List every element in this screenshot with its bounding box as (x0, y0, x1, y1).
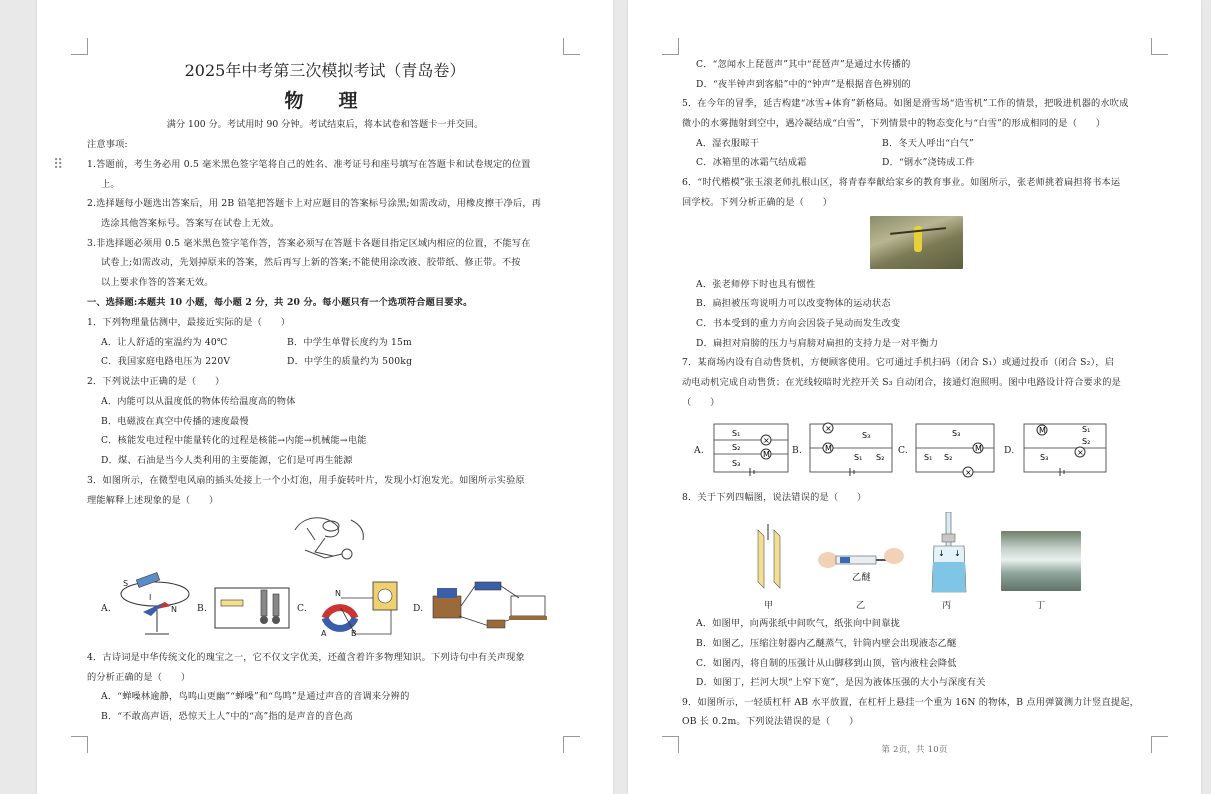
section-heading: 一、选择题:本题共 10 小题，每小题 2 分，共 20 分。每小题只有一个选项符合题目要求。 (87, 297, 473, 308)
figure-label: 丁 (1036, 600, 1046, 611)
bottle-barometer-figure (928, 512, 970, 594)
question-3-stem: 理能解释上述现象的是（ ） (87, 495, 219, 506)
option-label-c: C. (898, 445, 909, 456)
question-4-stem: 4．古诗词是中华传统文化的瑰宝之一，它不仅文字优美，还蕴含着许多物理知识。下列诗句中有关声现象 (87, 652, 525, 663)
document-page-1 (37, 0, 613, 794)
switch-label: S₁ (1082, 425, 1091, 434)
option-a: A．湿衣服晾干 (696, 138, 760, 149)
question-6-stem: 回学校。下列分析正确的是（ ） (682, 197, 833, 208)
option-d: D．扁担对肩膀的压力与肩膀对扁担的支持力是一对平衡力 (696, 338, 939, 349)
option-label-d: D. (1004, 445, 1015, 456)
switch-label: S₁ (854, 453, 863, 462)
svg-text:×: × (1077, 448, 1084, 457)
switch-label: S₂ (876, 453, 885, 462)
teacher-photo (870, 216, 963, 269)
exam-info: 满分 100 分。考试用时 90 分钟。考试结束后，将本试卷和答题卡一并交回。 (166, 119, 484, 130)
circuit-b (806, 420, 896, 480)
option-d: D．煤、石油是当今人类利用的主要能源，它们是可再生能源 (101, 455, 353, 466)
option-b: B．电磁波在真空中传播的速度最慢 (101, 416, 249, 427)
switch-label: S₃ (862, 431, 871, 440)
crop-mark (71, 736, 88, 753)
svg-text:↓: ↓ (954, 549, 961, 558)
option-b: B．“不敢高声语，恐惊天上人”中的“高”指的是声音的音色高 (101, 711, 353, 722)
option-label-b: B. (197, 603, 208, 614)
ether-label: 乙醚 (852, 572, 871, 583)
option-d: D．“夜半钟声到客船”中的“钟声”是根据音色辨别的 (696, 79, 911, 90)
point-label: B (351, 629, 357, 638)
notice-line: 选涂其他答案标号。答案写在试卷上无效。 (101, 218, 280, 229)
option-c: C．核能发电过程中能量转化的过程是核能→内能→机械能→电能 (101, 435, 367, 446)
figure-label: 丙 (942, 600, 952, 611)
page-footer: 第 2页，共 10页 (881, 745, 948, 755)
crop-mark (1151, 38, 1168, 55)
option-label-d: D. (413, 603, 424, 614)
exam-title: 2025年中考第三次模拟考试（青岛卷） (184, 61, 466, 80)
switch-label: S₃ (952, 429, 961, 438)
question-2-stem: 2．下列说法中正确的是（ ） (87, 376, 225, 387)
question-7-stem: 动电动机完成自动售货；在光线较暗时光控开关 S₃ 自动闭合，接通灯泡照明。图中电路设计符合要求的是 (682, 377, 1122, 388)
option-d: D．“钢水”浇铸成工件 (882, 157, 975, 168)
option-a: A．张老师停下时也具有惯性 (696, 279, 816, 290)
option-a: A．内能可以从温度低的物体传给温度高的物体 (101, 396, 296, 407)
switch-label: S₃ (732, 459, 741, 468)
question-7-stem: 7．某商场内设有自动售货机，方便顾客使用。它可通过手机扫码（闭合 S₁）或通过投币（闭合 S₂），启 (682, 357, 1115, 368)
option-c: C．书本受到的重力方向会因袋子晃动而发生改变 (696, 318, 901, 329)
dam-photo (1001, 531, 1081, 591)
question-8-stem: 8．关于下列四幅图，说法错误的是（ ） (682, 492, 867, 503)
motor-circuit-figure (429, 576, 549, 632)
figure-label: 甲 (764, 600, 774, 611)
option-a: A．如图甲，向两张纸中间吹气，纸张向中间靠拢 (696, 618, 900, 629)
notice-line: 试卷上;如需改动，先划掉原来的答案，然后再写上新的答案;不能使用涂改液、胶带纸、修正带。不按 (101, 257, 521, 268)
question-6-stem: 6．“时代楷模”张玉滚老师扎根山区，将青春奉献给家乡的教育事业。如图所示，张老师挑着扁担将书本运 (682, 177, 1121, 188)
option-c: C．我国家庭电路电压为 220V (101, 356, 231, 367)
question-5-stem: 微小的水雾抛射到空中，遇冷凝结成“白雪”，下列情景中的物态变化与“白雪”的形成相同的是（ ） (682, 118, 1106, 129)
question-1-stem: 1．下列物理量估测中，最接近实际的是（ ） (87, 317, 291, 328)
pole-label: N (171, 605, 177, 614)
switch-label: S₃ (1040, 453, 1049, 462)
point-label: A (321, 629, 327, 638)
svg-text:×: × (965, 468, 972, 477)
crop-mark (71, 38, 88, 55)
question-5-stem: 5．在今年的冒季，延吉构建“冰雪+体育”新格局。如图是滑雪场“造雪机”工作的情景，把吸进机器的水吹成 (682, 98, 1129, 109)
switch-label: S₂ (1082, 437, 1091, 446)
option-label-a: A. (101, 603, 111, 614)
option-c: C．如图丙，将自制的压强计从山脚移到山顶，管内液柱会降低 (696, 658, 957, 669)
switch-label: S₂ (944, 453, 953, 462)
compass-coil-figure (115, 572, 197, 638)
notice-heading: 注意事项: (87, 139, 128, 150)
circuit-c (912, 420, 998, 480)
notice-line: 3.非选择题必须用 0.5 毫米黑色签字笔作答，答案必须写在答题卡各题目指定区域内相应的位置，不能写在 (87, 238, 531, 249)
option-a: A．“蝉噪林逾静，鸟鸣山更幽”“蝉噪”和“鸟鸣”是通过声音的音调来分辨的 (101, 691, 410, 702)
question-9-stem: OB 长 0.2m。下列说法错误的是（ ） (682, 716, 859, 727)
switch-label: S₁ (732, 429, 741, 438)
crop-mark (563, 736, 580, 753)
svg-text:×: × (825, 424, 832, 433)
option-d: D．如图丁，拦河大坝“上窄下宽”，是因为液体压强的大小与深度有关 (696, 677, 986, 688)
notice-line: 1.答题前，考生务必用 0.5 毫米黑色签字笔将自己的姓名、准考证号和座号填写在答题卡和试卷规定的位置 (87, 159, 531, 170)
current-label: I (149, 593, 152, 602)
motor-label: M (825, 444, 832, 453)
question-4-stem: 的分析正确的是（ ） (87, 672, 191, 683)
generator-figure (311, 578, 401, 638)
motor-label: M (975, 444, 982, 453)
circuit-d (1020, 420, 1110, 480)
question-3-stem: 3．如图所示，在微型电风扇的插头处接上一个小灯泡，用手旋转叶片，发现小灯泡发光。如图所示实验原 (87, 475, 525, 486)
drag-handle-icon[interactable]: ⠿ (53, 157, 64, 173)
motor-label: M (763, 450, 770, 459)
circuit-a (710, 420, 792, 480)
option-c: C．冰箱里的冰霜气结成霜 (696, 157, 807, 168)
option-label-c: C. (297, 603, 308, 614)
document-page-2 (628, 0, 1201, 794)
crop-mark (662, 38, 679, 55)
subject-title: 物 理 (284, 90, 366, 112)
question-9-stem: 9．如图所示，一轻质杠杆 AB 水平放置，在杠杆上悬挂一个重为 16N 的物体，B 点用弹簧测力计竖直提起， (682, 697, 1139, 708)
option-label-b: B. (792, 445, 803, 456)
notice-line: 2.选择题每小题选出答案后，用 2B 铅笔把答题卡上对应题目的答案标号涂黑;如需改动，用橡皮擦干净后，再 (87, 198, 542, 209)
option-b: B．如图乙，压缩注射器内乙醚蒸气，针筒内壁会出现液态乙醚 (696, 638, 957, 649)
option-b: B．中学生单臂长度约为 15m (287, 337, 412, 348)
figure-label: 乙 (856, 600, 866, 611)
switch-label: S₂ (732, 443, 741, 452)
question-7-stem: （ ） (682, 397, 720, 408)
option-b: B．扁担被压弯说明力可以改变物体的运动状态 (696, 298, 891, 309)
option-b: B．冬天人呼出“白气” (882, 138, 974, 149)
crop-mark (563, 38, 580, 55)
fan-lamp-figure (285, 510, 375, 566)
motor-label: M (1039, 426, 1046, 435)
option-label-a: A. (694, 445, 704, 456)
svg-text:×: × (763, 436, 770, 445)
notice-line: 上。 (101, 179, 120, 190)
option-a: A．让人舒适的室温约为 40℃ (101, 337, 228, 348)
pole-label: S (123, 579, 129, 588)
electromagnet-figure (211, 584, 293, 632)
pole-label: N (335, 589, 341, 598)
notice-line: 以上要求作答的答案无效。 (101, 277, 214, 288)
option-d: D．中学生的质量约为 500kg (287, 356, 413, 367)
switch-label: S₁ (924, 453, 933, 462)
option-c: C．“忽闻水上琵琶声”其中“琵琶声”是通过水传播的 (696, 59, 911, 70)
svg-text:↓: ↓ (938, 549, 945, 558)
paper-blow-figure (750, 522, 790, 592)
